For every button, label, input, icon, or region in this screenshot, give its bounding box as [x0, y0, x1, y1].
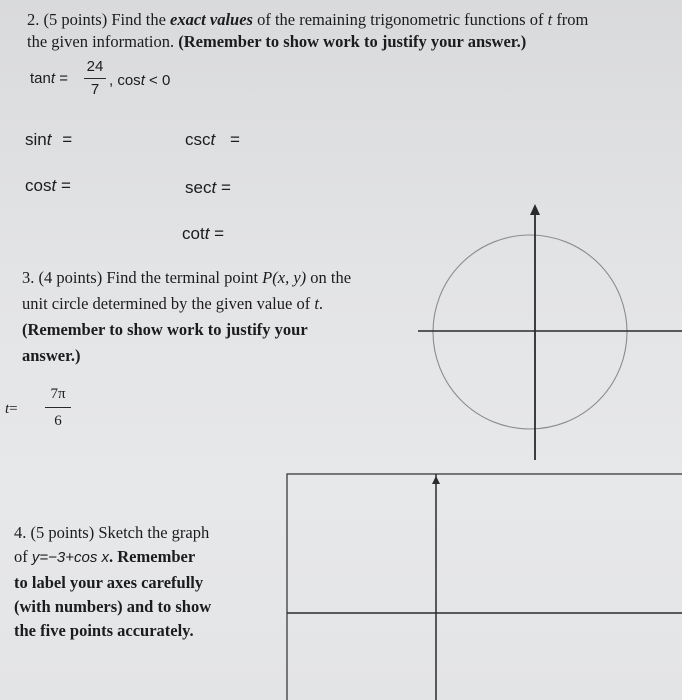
q2-number: 2. — [27, 10, 40, 29]
q3-points: (4 points) — [38, 268, 103, 287]
q4-equation: y=−3+cos x — [31, 549, 110, 566]
q2-instruction: (Remember to show work to justify your answer.) — [178, 32, 527, 51]
q2-cos-condition: , cost < 0 — [109, 72, 171, 89]
graph-y-arrow-icon — [432, 476, 440, 484]
csc-t-blank[interactable]: csct = — [185, 130, 240, 149]
q4-line-1: 4. (5 points) Sketch the graph — [14, 523, 210, 542]
unit-circle — [433, 235, 627, 429]
sec-t-blank[interactable]: sect = — [185, 178, 231, 197]
q3-t-given: t= — [5, 401, 18, 417]
t-denominator: 6 — [54, 413, 62, 429]
q3-instruction-1: (Remember to show work to justify your — [22, 320, 308, 339]
t-numerator: 7π — [50, 386, 66, 402]
tan-numerator: 24 — [86, 58, 104, 75]
q2-line-2: the given information. (Remember to show work to justify your answer.) — [27, 32, 527, 51]
q2-line-1: 2. (5 points) Find the exact values of the remaining trigonometric functions of t from — [27, 10, 589, 29]
q4-instruction-3: the five points accurately. — [14, 621, 194, 640]
q4-instruction-1: to label your axes carefully — [14, 573, 204, 592]
t-fraction-bar — [45, 407, 71, 408]
q2-emphasis: exact values — [170, 10, 253, 29]
q3-line-2: unit circle determined by the given value of t. — [22, 294, 324, 313]
graph-frame — [287, 474, 682, 700]
unit-circle-figure — [418, 204, 682, 460]
graph-box-figure — [287, 474, 682, 700]
tan-fraction-bar — [84, 78, 106, 79]
q4-line-2: of y=−3+cos x. Remember — [14, 547, 196, 566]
q3-number: 3. — [22, 268, 35, 287]
cos-t-blank[interactable]: cost = — [25, 176, 71, 195]
q2-points: (5 points) — [43, 10, 108, 29]
sin-t-blank[interactable]: sint = — [25, 130, 73, 149]
cot-t-blank[interactable]: cott = — [182, 224, 225, 243]
tan-denominator: 7 — [90, 81, 100, 98]
q4-number: 4. — [14, 523, 27, 542]
q4-instruction-2: (with numbers) and to show — [14, 597, 212, 616]
q2-tan-given: tant = — [30, 70, 68, 87]
q3-instruction-2: answer.) — [22, 346, 81, 365]
q3-line-1: 3. (4 points) Find the terminal point P(x, y) on the — [22, 268, 352, 287]
q4-points: (5 points) — [30, 523, 95, 542]
y-axis-arrow-icon — [530, 204, 540, 215]
